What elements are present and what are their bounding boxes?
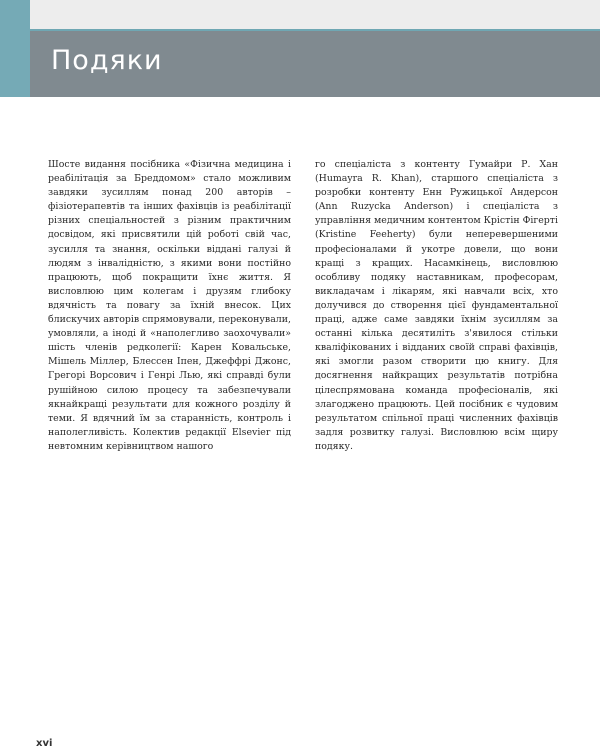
page-title: Подяки — [51, 45, 163, 76]
body-column-right: го спеціаліста з контенту Гумайри Р. Хан (Humayra R. Khan), старшого спеціаліста з розробки контенту Енн Ружицької Андерсон (Ann Ruzycka Anderson) і спеціаліста з управління медичним контентом Крістін Фігерті (Kristine Feeherty) були неперевершеними професіоналами й укотре довели, що вони кращі з кращих. Насамкінець, висловлюю особливу подяку наставникам, професорам, викладачам і лікарям, які навчали всіх, хто долучився до створення цієї фундаментальної праці, адже саме завдяки їхнім зусиллям за останні кілька десятиліть з'явилося стільки кваліфікованих і відданих своїй справі фахівців, які змогли разом створити цю книгу. Для досягнення найкращих результатів потрібна цілеспрямована команда професіоналів, які злагоджено працюють. Цей посібник є чудовим результатом спільної праці численних фахівців задля розвитку галузі. Висловлюю всім щиру подяку. — [315, 159, 558, 452]
left-accent-block — [0, 0, 30, 97]
top-band — [0, 0, 600, 29]
body-column-left: Шосте видання посібника «Фізична медицина і реабілітація за Бреддомом» стало можливим завдяки зусиллям понад 200 авторів – фізіотерапевтів та інших фахівців із реабілітації різних спеціальностей з різним практичним досвідом, які присвятили цій роботі свій час, зусилля та знання, оскільки віддані галузі й людям з інвалідністю, з якими вони постійно працюють, щоб покращити їхнє життя. Я висловлюю цим колегам і друзям глибоку вдячність та повагу за їхній внесок. Цих блискучих авторів спрямовували, переконували, умовляли, а іноді й «наполегливо заохочували» шість членів редколегії: Карен Ковальське, Мішель Міллер, Блессен Іпен, Джеффрі Джонс, Грегорі Ворсович і Генрі Лью, які справді були рушійною силою процесу та забезпечували якнайкращі результати для кожного розділу й теми. Я вдячний їм за старанність, контроль і наполегливість. Колектив редакції Elsevier під невтомним керівництвом нашого — [48, 159, 291, 452]
body-columns — [48, 158, 558, 454]
page-number: xvi — [36, 738, 53, 749]
